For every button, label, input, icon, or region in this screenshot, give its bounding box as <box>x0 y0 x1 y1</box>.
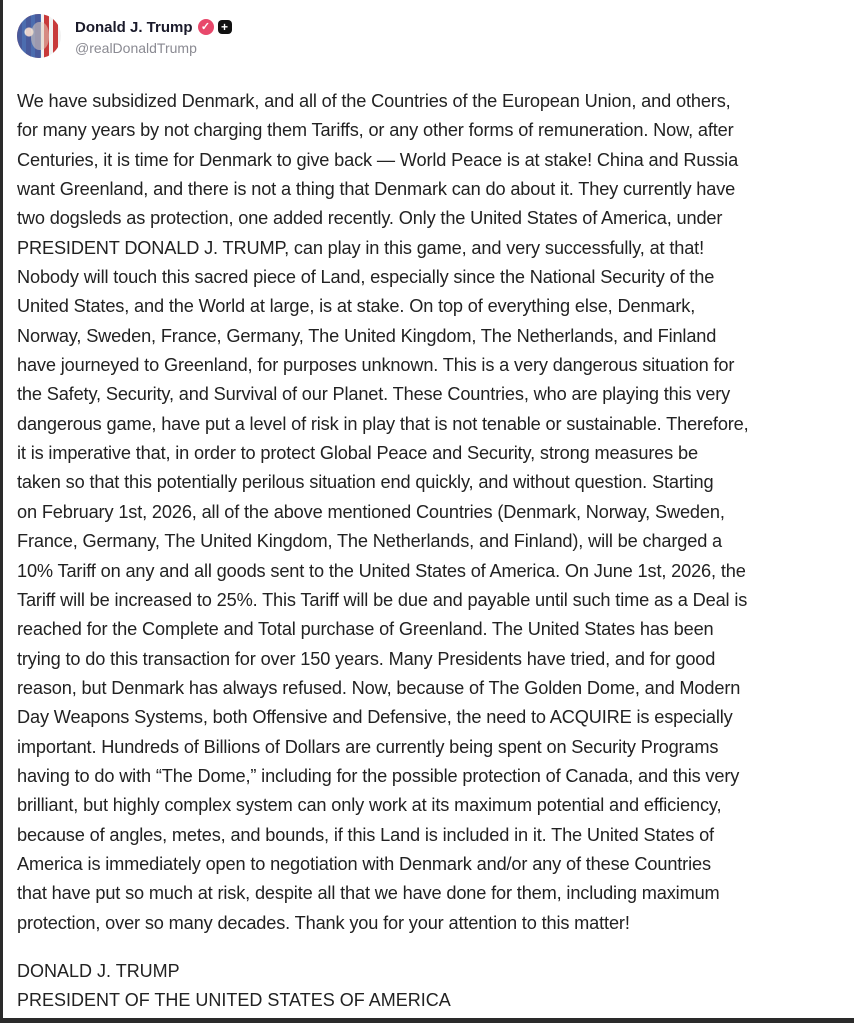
frame-bottom-border <box>0 1018 854 1023</box>
signature-name: DONALD J. TRUMP <box>17 961 180 981</box>
post-body: We have subsidized Denmark, and all of the Countries of the European Union, and others, for many years by not charging them Tariffs, or any other forms of remuneration. Now, after Centuries, it is time for Denmark to give back — World Peace is at stake! China and Russia want Greenland, and there is not a thing that Denmark can do about it. They currently have two dogsleds as protection, one added recently. Only the United States of America, under PRESIDENT DONALD J. TRUMP, can play in this game, and very successfully, at that! Nobody will touch this sacred piece of Land, especially since the National Security of the United States, and the World at large, is at stake. On top of everything else, Denmark, Norway, Sweden, France, Germany, The United Kingdom, The Netherlands, and Finland have journeyed to Greenland, for purposes unknown. This is a very dangerous situation for the Safety, Security, and Survival of our Planet. These Countries, who are playing this very dangerous game, have put a level of risk in play that is not tenable or sustainable. Therefore, it is imperative that, in order to protect Global Peace and Security, strong measures be taken so that this potentially perilous situation end quickly, and without question. Starting on February 1st, 2026, all of the above mentioned Countries (Denmark, Norway, Sweden, France, Germany, The United Kingdom, The Netherlands, and Finland), will be charged a 10% Tariff on any and all goods sent to the United States of America. On June 1st, 2026, the Tariff will be increased to 25%. This Tariff will be due and payable until such time as a Deal is reached for the Complete and Total purchase of Greenland. The United States has been trying to do this transaction for over 150 years. Many Presidents have tried, and for good reason, but Denmark has always refused. Now, because of The Golden Dome, and Modern Day Weapons Systems, both Offensive and Defensive, the need to ACQUIRE is especially important. Hundreds of Billions of Dollars are currently being spent on Security Programs having to do with “The Dome,” including for the possible protection of Canada, and this very brilliant, but highly complex system can only work at its maximum potential and efficiency, because of angles, metes, and bounds, if this Land is included in it. The United States of America is immediately open to negotiation with Denmark and/or any of these Countries that have put so much at risk, despite all that we have done for them, including maximum protection, over so many decades. Thank you for your attention to this matter! <box>17 91 749 933</box>
name-row <box>75 16 232 38</box>
post-header <box>17 12 232 60</box>
author-name[interactable]: Donald J. Trump <box>75 18 193 36</box>
frame-left-border <box>0 0 3 1023</box>
avatar[interactable] <box>17 14 61 58</box>
signature <box>17 957 451 1015</box>
author-info <box>75 16 232 56</box>
verified-badge-icon: ✓ <box>198 19 214 35</box>
author-handle[interactable]: @realDonaldTrump <box>75 40 197 56</box>
signature-title: PRESIDENT OF THE UNITED STATES OF AMERICA <box>17 990 451 1010</box>
plus-badge-icon: + <box>218 20 232 34</box>
